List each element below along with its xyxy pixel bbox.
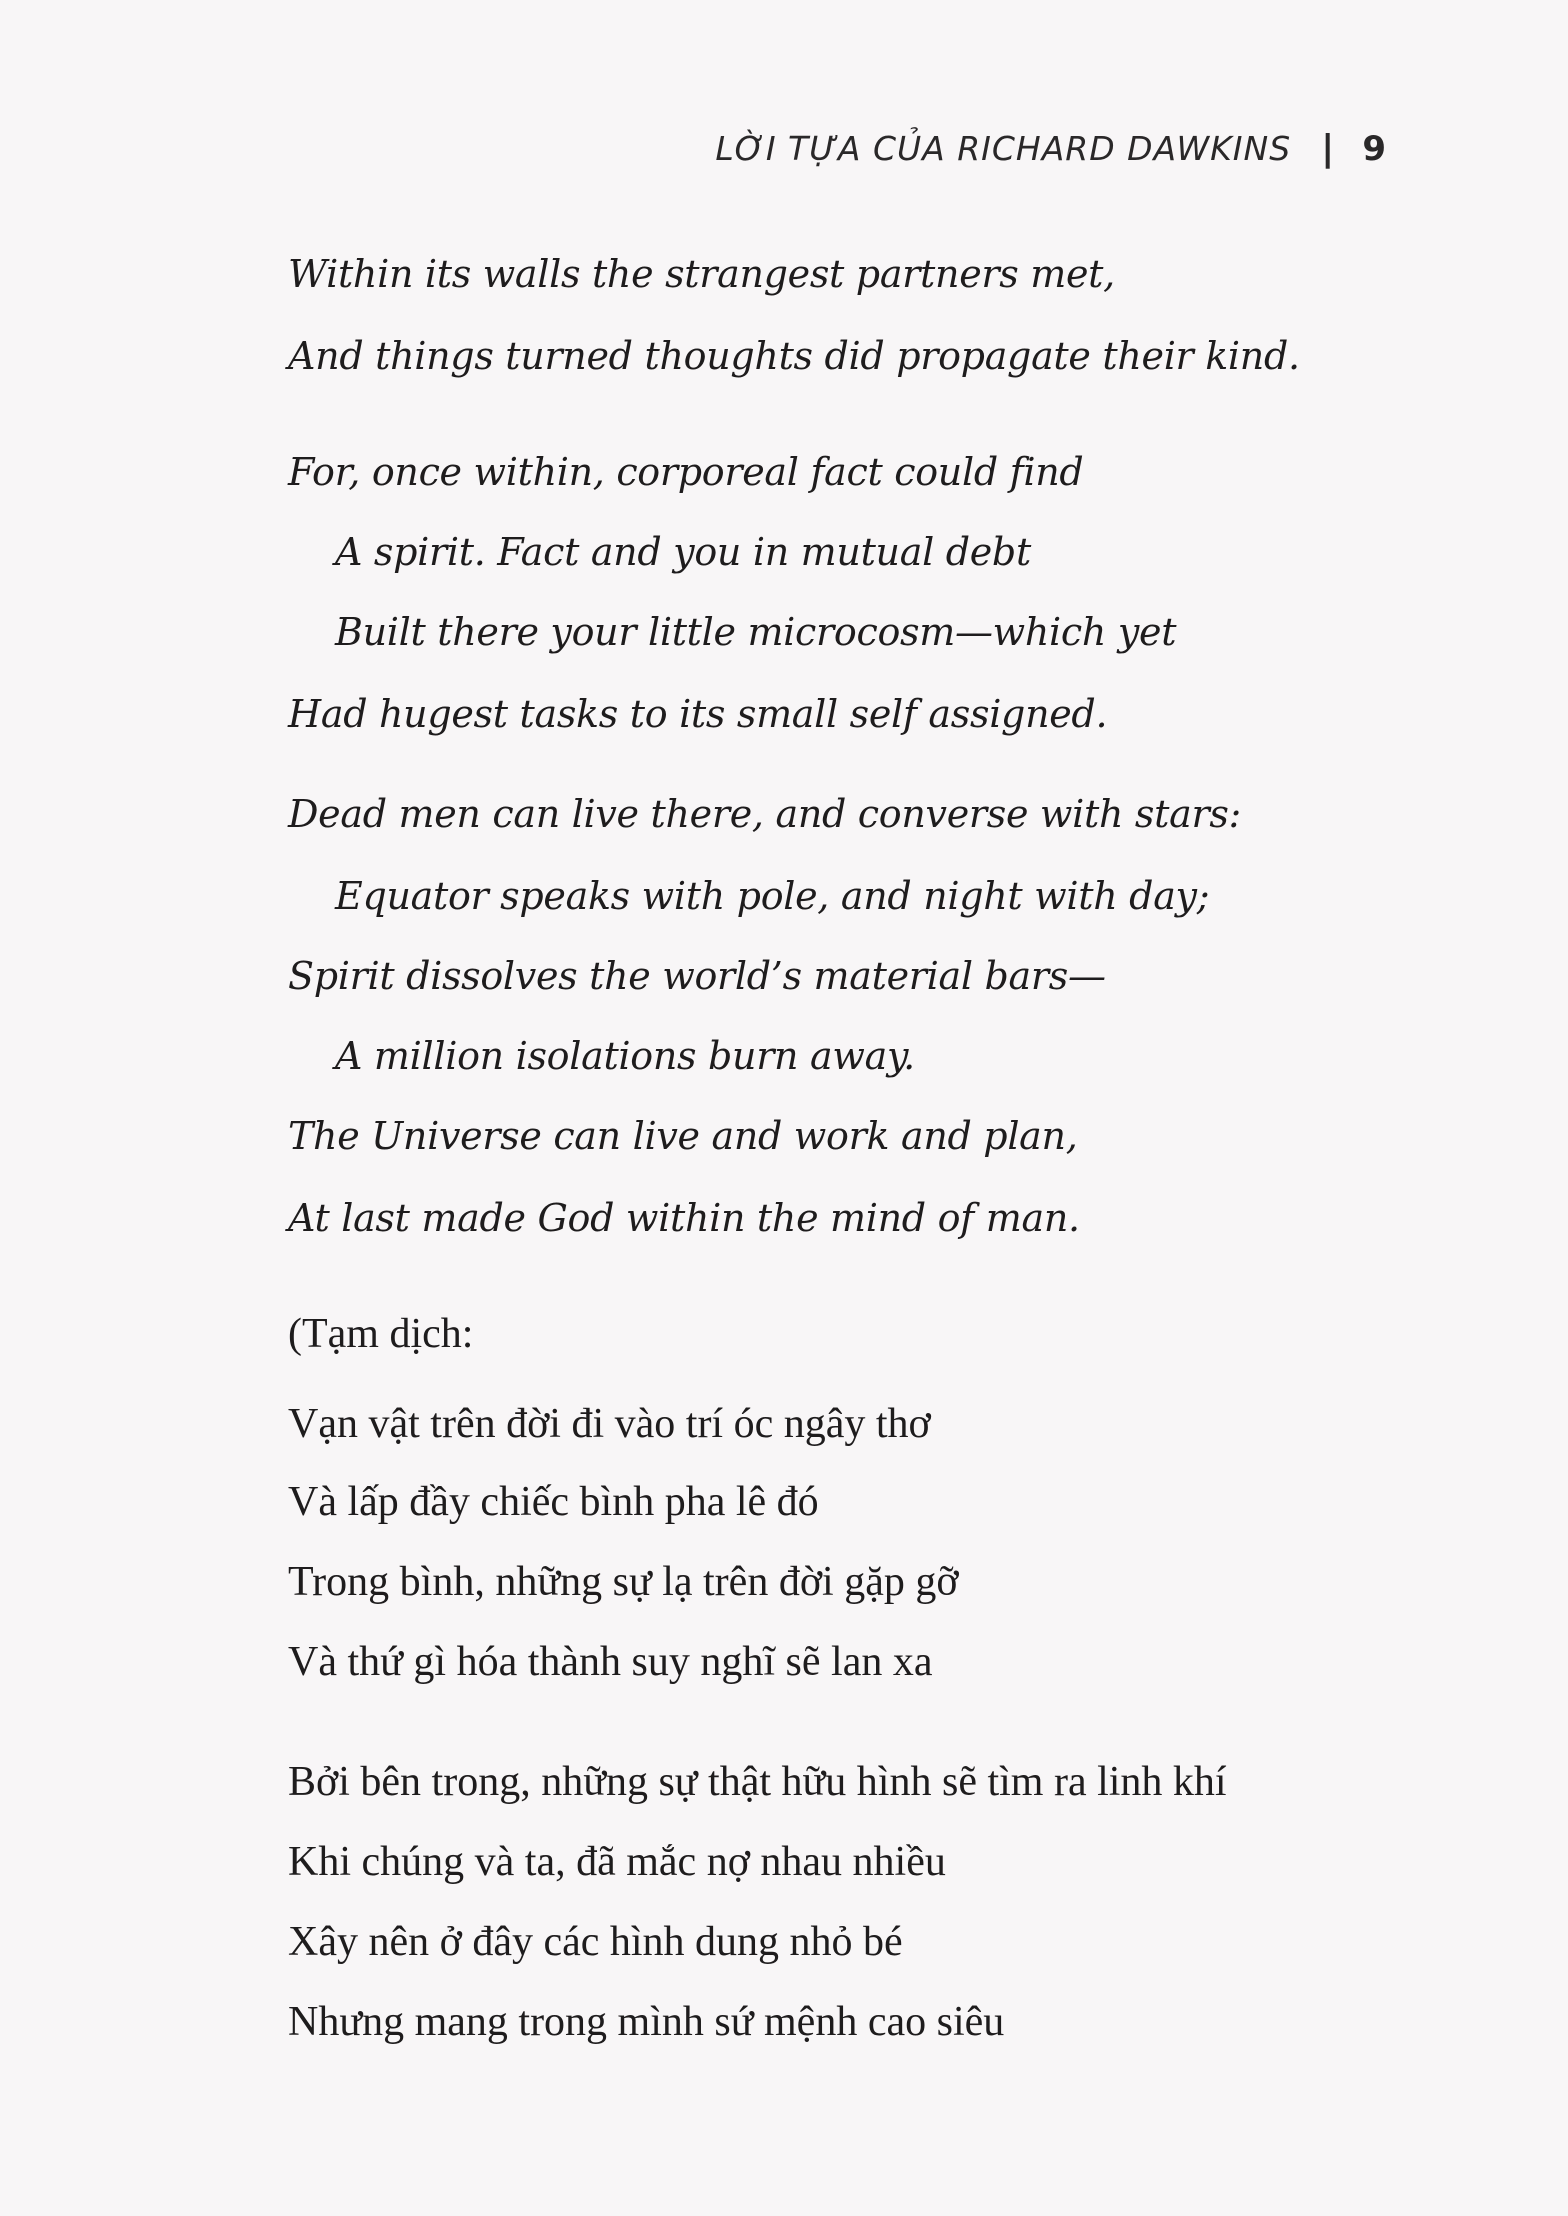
translation-line: Xây nên ở đây các hình dung nhỏ bé xyxy=(288,1919,903,1965)
translation-line: Vạn vật trên đời đi vào trí óc ngây thơ xyxy=(288,1401,931,1447)
poem-line: For, once within, corporeal fact could find xyxy=(288,450,1084,494)
poem-line: A spirit. Fact and you in mutual debt xyxy=(335,530,1031,574)
poem-line: Spirit dissolves the world’s material bars— xyxy=(288,954,1106,998)
translation-line: Bởi bên trong, những sự thật hữu hình sẽ tìm ra linh khí xyxy=(288,1759,1227,1805)
translation-line: Nhưng mang trong mình sứ mệnh cao siêu xyxy=(288,1999,1005,2045)
header-separator: | xyxy=(1321,128,1335,169)
chapter-title: LỜI TỰA CỦA RICHARD DAWKINS xyxy=(715,129,1292,168)
translation-intro: (Tạm dịch: xyxy=(288,1311,474,1357)
poem-line: A million isolations burn away. xyxy=(335,1034,915,1078)
translation-line: Và thứ gì hóa thành suy nghĩ sẽ lan xa xyxy=(288,1639,933,1685)
translation-line: Và lấp đầy chiếc bình pha lê đó xyxy=(288,1479,819,1525)
translation-line: Khi chúng và ta, đã mắc nợ nhau nhiều xyxy=(288,1839,946,1885)
poem-line: Within its walls the strangest partners met, xyxy=(288,252,1115,296)
page-number: 9 xyxy=(1362,128,1386,169)
running-header xyxy=(715,128,1386,169)
poem-line: Dead men can live there, and converse with stars: xyxy=(288,792,1242,836)
translation-line: Trong bình, những sự lạ trên đời gặp gỡ xyxy=(288,1559,959,1605)
poem-line: The Universe can live and work and plan, xyxy=(288,1114,1078,1158)
poem-line: Equator speaks with pole, and night with day; xyxy=(335,874,1210,918)
poem-line: Built there your little microcosm—which yet xyxy=(335,610,1177,654)
poem-line: Had hugest tasks to its small self assigned. xyxy=(288,692,1108,736)
poem-line: At last made God within the mind of man. xyxy=(288,1196,1080,1240)
poem-line: And things turned thoughts did propagate their kind. xyxy=(288,334,1300,378)
